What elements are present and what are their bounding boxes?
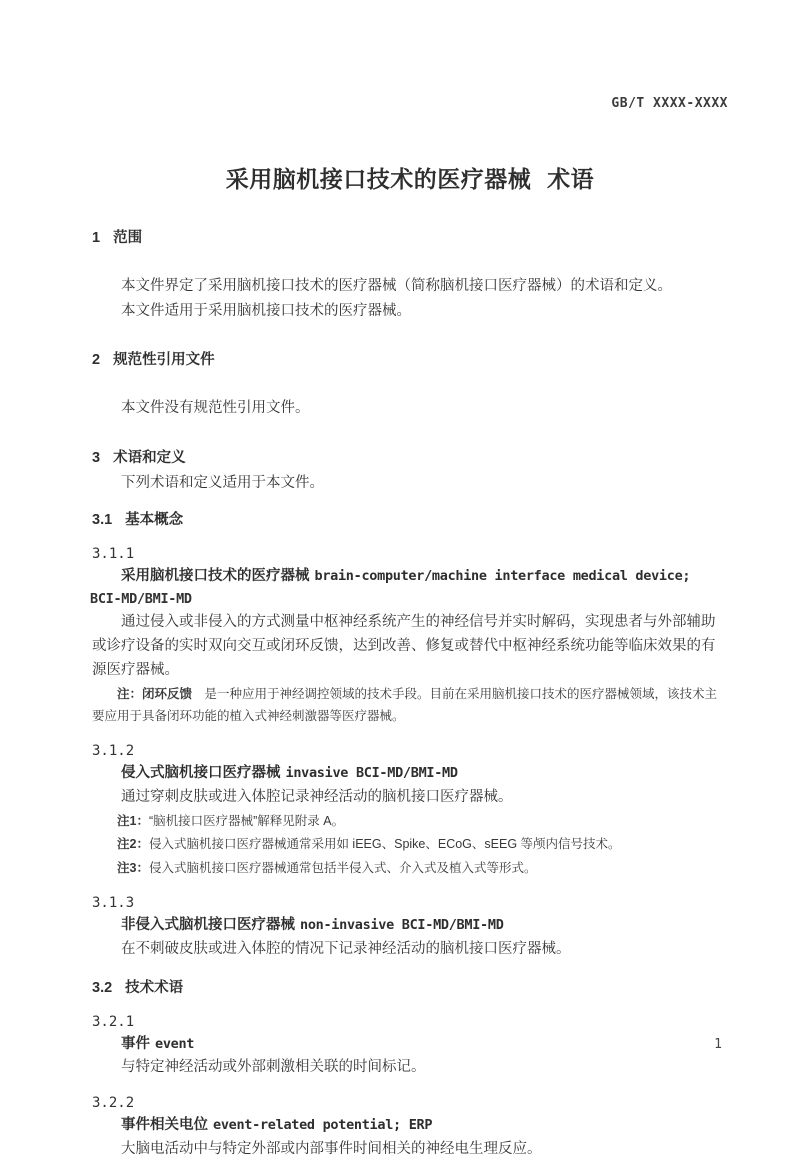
term-definition: 通过侵入或非侵入的方式测量中枢神经系统产生的神经信号并实时解码，实现患者与外部辅助或诊疗设备的实时双向交互或闭环反馈，达到改善、修复或替代中枢神经系统功能等临床效果的有源医疗器械。 xyxy=(92,614,716,678)
term-line xyxy=(92,1114,728,1137)
term-definition: 与特定神经活动或外部刺激相关联的时间标记。 xyxy=(121,1059,426,1075)
term-number: 3.2.2 xyxy=(92,1095,135,1111)
term-number: 3.1.3 xyxy=(92,895,135,911)
section-heading-scope xyxy=(92,228,728,248)
section-heading-normative-references xyxy=(92,350,728,370)
term-english: invasive BCI-MD/BMI-MD xyxy=(285,765,458,781)
section-number: 1 xyxy=(92,230,101,246)
term-chinese: 采用脑机接口技术的医疗器械 xyxy=(121,568,310,584)
term-chinese: 事件 xyxy=(121,1035,150,1052)
section-title: 术语和定义 xyxy=(113,449,186,466)
section-title: 基本概念 xyxy=(125,512,184,528)
note-text: “脑机接口医疗器械”解释见附录 A。 xyxy=(148,813,345,828)
note-label: 注3： xyxy=(117,860,149,875)
section-number: 3.1 xyxy=(92,512,113,528)
section-heading-basic-concepts xyxy=(92,510,728,530)
section-number: 2 xyxy=(92,352,101,368)
term-number: 3.2.1 xyxy=(92,1013,135,1030)
term-line xyxy=(92,1033,728,1056)
term-english: non-invasive BCI-MD/BMI-MD xyxy=(300,917,504,933)
note-label: 注1： xyxy=(117,813,149,828)
section-heading-terms-definitions xyxy=(92,448,728,468)
section-title: 范围 xyxy=(113,230,143,246)
note xyxy=(92,858,728,880)
note-text: 侵入式脑机接口医疗器械通常包括半侵入式、介入式及植入式等形式。 xyxy=(148,860,537,875)
term-chinese: 事件相关电位 xyxy=(121,1117,208,1133)
document-title: 采用脑机接口技术的医疗器械 术语 xyxy=(225,166,595,192)
term-line xyxy=(92,762,728,785)
term-definition: 在不刺破皮肤或进入体腔的情况下记录神经活动的脑机接口医疗器械。 xyxy=(121,940,571,957)
note xyxy=(92,811,728,833)
note-label: 注： xyxy=(117,687,143,701)
section-heading-technical-terms xyxy=(92,978,728,998)
note xyxy=(92,834,728,856)
note-text: 是一种应用于神经调控领域的技术手段。目前在采用脑机接口技术的医疗器械领域，该技术主要应用于具备闭环功能的植入式神经刺激器等医疗器械。 xyxy=(92,687,718,723)
section-title: 技术术语 xyxy=(125,979,184,996)
paragraph: 本文件适用于采用脑机接口技术的医疗器械。 xyxy=(121,302,411,319)
term-english: event-related potential; ERP xyxy=(213,1117,433,1133)
note-term: 闭环反馈 xyxy=(142,687,193,701)
standard-number: GB/T XXXX-XXXX xyxy=(611,96,728,111)
term-definition: 大脑电活动中与特定外部或内部事件时间相关的神经电生理反应。 xyxy=(121,1140,542,1157)
paragraph: 本文件没有规范性引用文件。 xyxy=(121,400,310,416)
paragraph: 本文件界定了采用脑机接口技术的医疗器械（简称脑机接口医疗器械）的术语和定义。 xyxy=(121,278,672,294)
note-label: 注2： xyxy=(117,837,149,851)
section-number: 3.2 xyxy=(92,979,113,996)
term-abbreviation: BCI-MD/BMI-MD xyxy=(90,590,192,607)
term-number: 3.1.2 xyxy=(92,743,135,759)
term-english: brain-computer/machine interface medical device; xyxy=(314,568,691,584)
page-number: 1 xyxy=(714,1037,722,1052)
term-line xyxy=(92,914,728,937)
term-definition: 通过穿刺皮肤或进入体腔记录神经活动的脑机接口医疗器械。 xyxy=(121,788,513,805)
term-chinese: 侵入式脑机接口医疗器械 xyxy=(121,765,281,781)
term-line xyxy=(92,565,728,588)
paragraph: 下列术语和定义适用于本文件。 xyxy=(121,474,324,491)
term-number: 3.1.1 xyxy=(92,546,135,562)
term-chinese: 非侵入式脑机接口医疗器械 xyxy=(121,917,295,933)
section-number: 3 xyxy=(92,449,101,466)
note xyxy=(92,684,728,727)
section-title: 规范性引用文件 xyxy=(113,352,215,368)
note-text: 侵入式脑机接口医疗器械通常采用如 iEEG、Spike、ECoG、sEEG 等颅内信号技术。 xyxy=(148,837,621,851)
term-english: event xyxy=(155,1035,195,1052)
